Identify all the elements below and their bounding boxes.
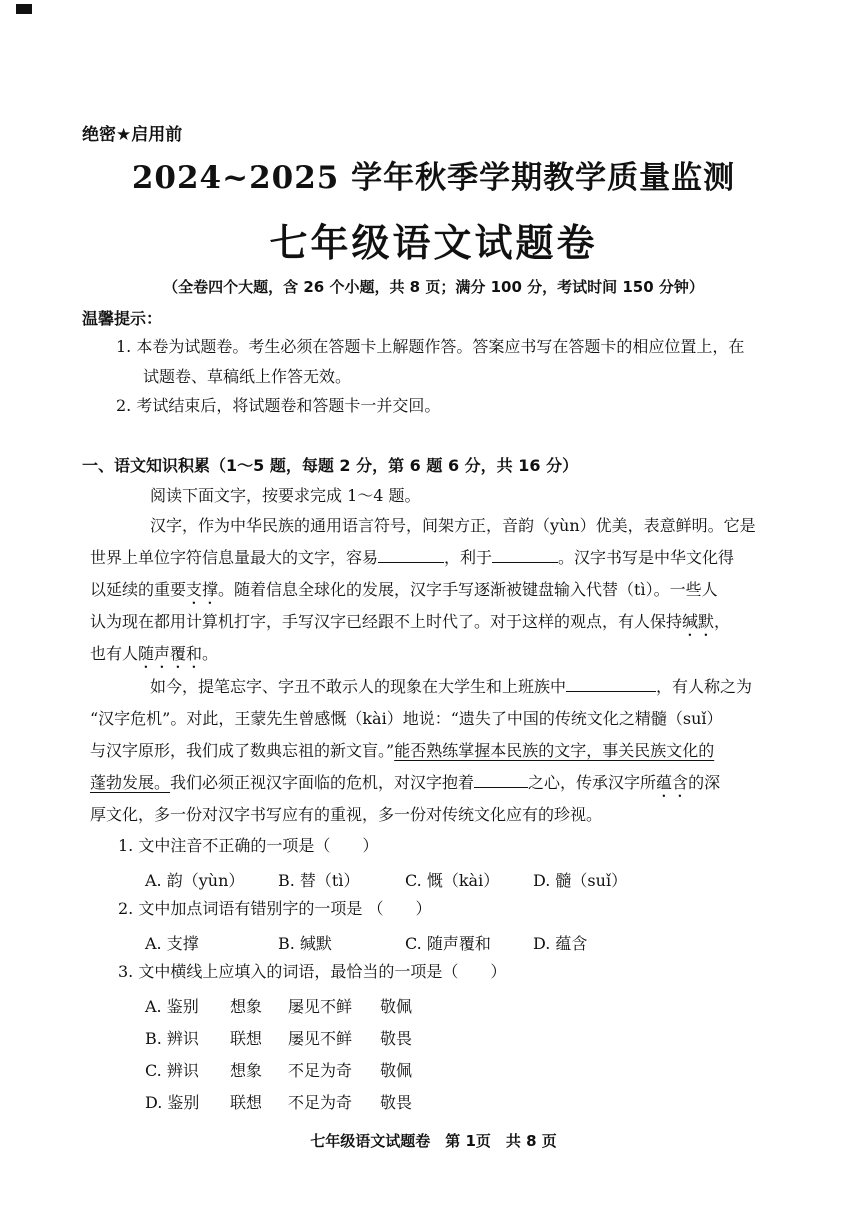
- q2-option-b[interactable]: B. 缄默: [278, 934, 332, 953]
- q3-a-word-4: 敬佩: [380, 997, 413, 1016]
- dotted-word-yunhan: 蕴含: [656, 773, 689, 792]
- text-span: 。: [202, 644, 219, 663]
- q3-c-word-3: 不足为奇: [288, 1061, 353, 1080]
- passage-p2-line2: “汉字危机”。对此，王蒙先生曾感慨（kài）地说：“遗失了中国的传统文化之精髓（suǐ）: [90, 709, 723, 728]
- exam-scope-note: （全卷四个大题，含 26 个小题，共 8 页；满分 100 分，考试时间 150 分钟）: [163, 278, 704, 296]
- paper-title: 七年级语文试题卷: [269, 221, 598, 265]
- passage-p1-line1: 汉字，作为中华民族的通用语言符号，间架方正，音韵（yùn）优美，表意鲜明。它是: [150, 516, 756, 535]
- text-span: ，: [714, 612, 731, 631]
- text-span: 的深: [688, 773, 721, 792]
- text-span: ，利于: [444, 548, 493, 567]
- dotted-word-suishengfuhe: 随声覆和: [138, 644, 203, 663]
- q1-option-b[interactable]: B. 替（tì）: [278, 871, 360, 890]
- q3-a-word-2: 想象: [230, 997, 263, 1016]
- text-span: 也有人: [90, 644, 139, 663]
- dotted-word-jianmo: 缄默: [682, 612, 715, 631]
- q1-option-a[interactable]: A. 韵（yùn）: [145, 871, 245, 890]
- exam-title: 2024~2025 学年秋季学期教学质量监测: [131, 160, 736, 196]
- passage-p2-line1: [150, 677, 752, 697]
- q3-b-word-3: 屡见不鲜: [288, 1029, 353, 1048]
- reading-instruction: 阅读下面文字，按要求完成 1～4 题。: [150, 486, 421, 505]
- text-span: 。汉字书写是中华文化得: [558, 548, 735, 567]
- text-span: 认为现在都用计算机打字，手写汉字已经跟不上时代了。对于这样的观点，有人保持: [90, 612, 683, 631]
- passage-p1-line5: [90, 644, 218, 672]
- q2-option-d[interactable]: D. 蕴含: [533, 934, 588, 953]
- passage-p2-line5: 厚文化，多一份对汉字书写应有的重视，多一份对传统文化应有的珍视。: [90, 805, 603, 824]
- question-2-stem: 2. 文中加点词语有错别字的一项是 （ ）: [118, 899, 432, 918]
- text-span: 如今，提笔忘字、字丑不敢示人的现象在大学生和上班族中: [150, 677, 567, 696]
- q3-c-word-2: 想象: [230, 1061, 263, 1080]
- q3-b-word-2: 联想: [230, 1029, 263, 1048]
- q3-d-word-3: 不足为奇: [288, 1093, 353, 1112]
- tip-item-1-continued: 试题卷、草稿纸上作答无效。: [143, 367, 352, 386]
- question-3-stem: 3. 文中横线上应填入的词语，最恰当的一项是（ ）: [118, 962, 507, 981]
- q1-option-c[interactable]: C. 慨（kài）: [405, 871, 500, 890]
- q3-d-word-4: 敬畏: [380, 1093, 413, 1112]
- text-span: 。随着信息全球化的发展，汉字手写逐渐被键盘输入代替（tì）。一些人: [218, 580, 718, 599]
- text-span: 之心，传承汉字所: [528, 773, 657, 792]
- blank-1: [378, 548, 444, 563]
- q3-c-word-4: 敬佩: [380, 1061, 413, 1080]
- text-span: 以延续的重要: [90, 580, 187, 599]
- passage-p2-line4: [90, 773, 720, 801]
- q3-a-word-3: 屡见不鲜: [288, 997, 353, 1016]
- tip-item-2: 2. 考试结束后，将试题卷和答题卡一并交回。: [116, 396, 441, 415]
- section-1-heading: 一、语文知识积累（1～5 题，每题 2 分，第 6 题 6 分，共 16 分）: [82, 456, 579, 475]
- dotted-word-zhicheng: 支撑: [186, 580, 219, 599]
- q3-b-word-4: 敬畏: [380, 1029, 413, 1048]
- passage-p1-line3: [90, 580, 718, 608]
- q3-option-b[interactable]: B. 辨识: [145, 1029, 199, 1048]
- q1-option-d[interactable]: D. 髓（suǐ）: [533, 871, 628, 890]
- text-span: 与汉字原形，我们成了数典忘祖的新文盲。”: [90, 741, 395, 760]
- text-span: 我们必须正视汉字面临的危机，对汉字抱着: [170, 773, 475, 792]
- confidential-label: 绝密★启用前: [82, 125, 183, 145]
- page-footer: 七年级语文试题卷 第 1页 共 8 页: [310, 1132, 557, 1150]
- blank-3: [566, 677, 656, 692]
- underlined-sentence: 能否熟练掌握本民族的文字，事关民族文化的: [394, 741, 715, 760]
- passage-p1-line4: [90, 612, 730, 640]
- scan-corner-mark: [16, 4, 32, 14]
- tip-item-1: 1. 本卷为试题卷。考生必须在答题卡上解题作答。答案应书写在答题卡的相应位置上，在: [116, 337, 745, 356]
- q2-option-c[interactable]: C. 随声覆和: [405, 934, 491, 953]
- tips-heading: 温馨提示：: [82, 309, 163, 328]
- blank-4: [474, 773, 528, 788]
- q2-option-a[interactable]: A. 支撑: [145, 934, 199, 953]
- q3-option-a[interactable]: A. 鉴别: [145, 997, 199, 1016]
- q3-option-d[interactable]: D. 鉴别: [145, 1093, 200, 1112]
- passage-p2-line3: [90, 741, 714, 761]
- text-span: ，有人称之为: [656, 677, 753, 696]
- question-1-stem: 1. 文中注音不正确的一项是（ ）: [118, 836, 379, 855]
- q3-d-word-2: 联想: [230, 1093, 263, 1112]
- text-span: 世界上单位字符信息量最大的文字，容易: [90, 548, 379, 567]
- underlined-sentence-end: 蓬勃发展。: [90, 773, 171, 792]
- q3-option-c[interactable]: C. 辨识: [145, 1061, 199, 1080]
- passage-p1-line2: [90, 548, 734, 568]
- blank-2: [492, 548, 558, 563]
